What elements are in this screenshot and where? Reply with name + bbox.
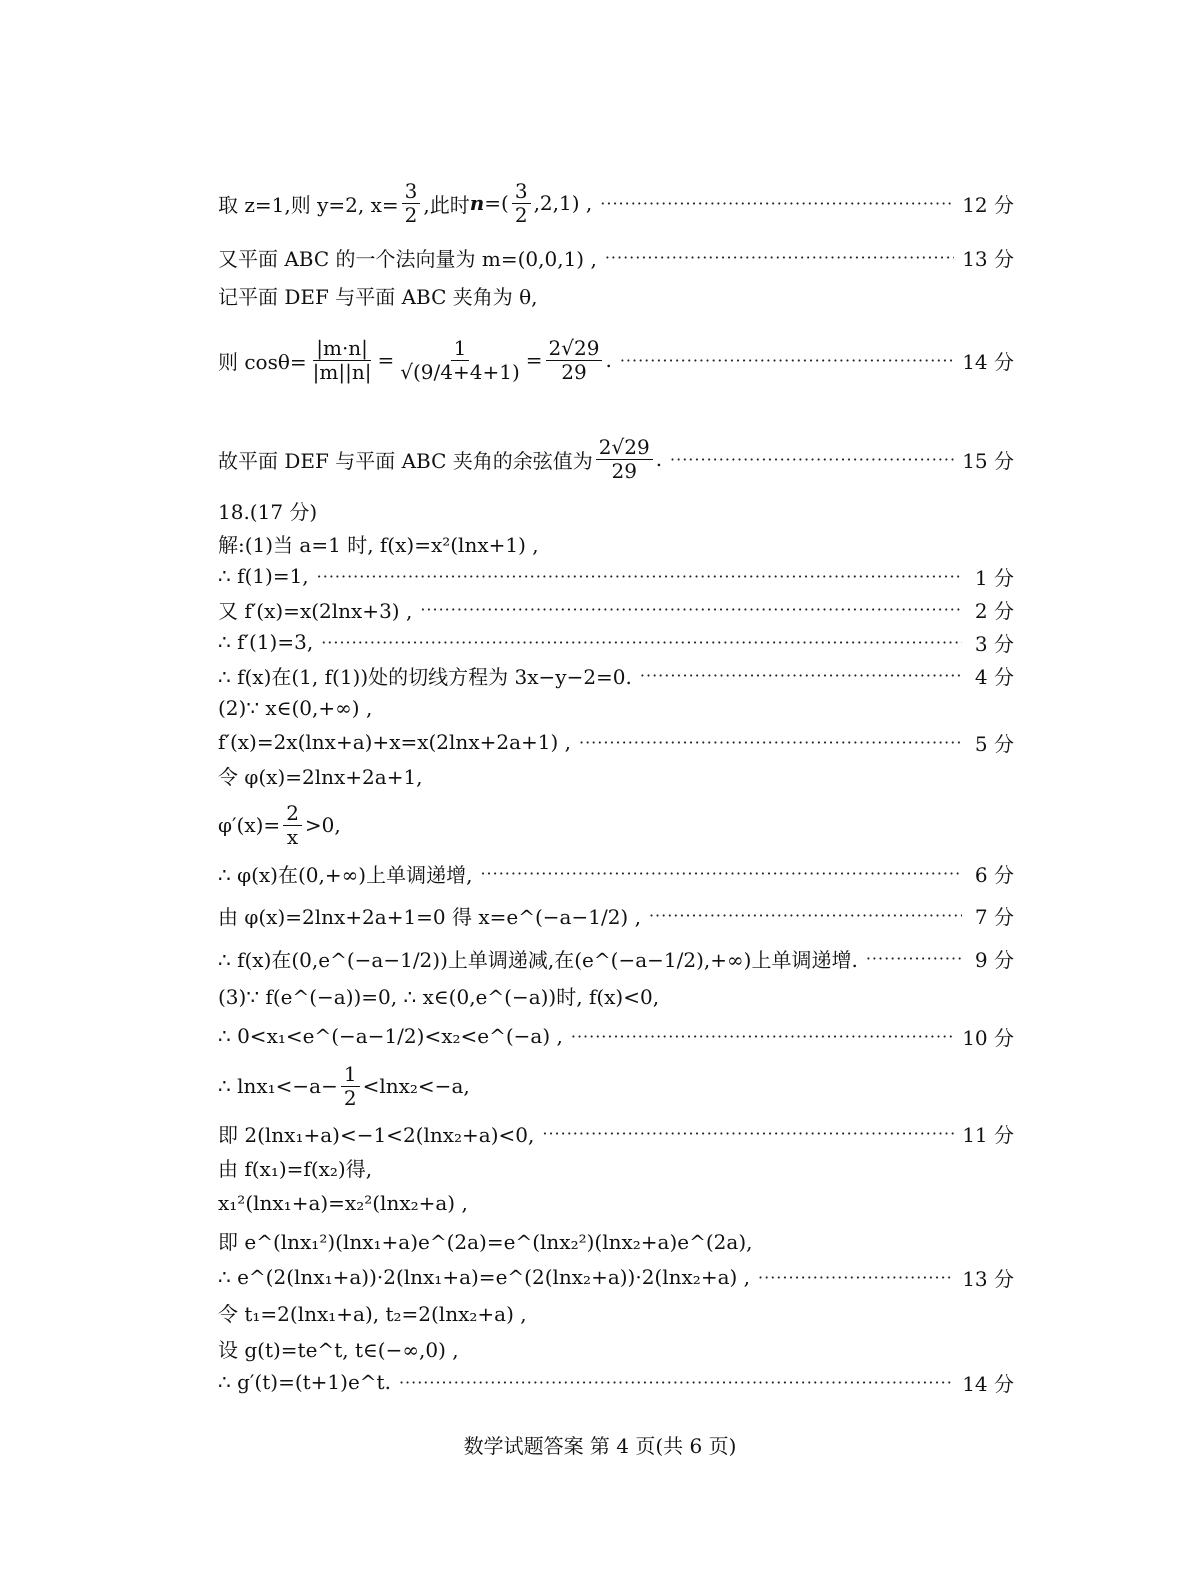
text: .: [655, 447, 663, 471]
text: 故平面 DEF 与平面 ABC 夹角的余弦值为: [218, 448, 593, 473]
score: 1 分: [974, 565, 1014, 590]
solution-line-28: [218, 1333, 1014, 1363]
score: 15 分: [962, 448, 1014, 473]
solution-line-10: [218, 627, 1014, 657]
score: 6 分: [974, 862, 1014, 887]
score: 14 分: [962, 349, 1014, 374]
text: 令 t₁=2(lnx₁+a), t₂=2(lnx₂+a) ,: [218, 1301, 527, 1326]
text: 记平面 DEF 与平面 ABC 夹角为 θ,: [218, 284, 538, 309]
text: ∴ e^(2(lnx₁+a))·2(lnx₁+a)=e^(2(lnx₂+a))·2(lnx₂+a) ,: [218, 1265, 751, 1289]
text: 则 cosθ=: [218, 349, 307, 374]
leader-dots: [600, 194, 954, 213]
fraction: $\frac{2}{x}$: [283, 802, 302, 849]
fraction: $\frac{1}{√(9/4+4+1)}$: [400, 335, 520, 384]
solution-line-23: [218, 1152, 1014, 1182]
solution-line-27: [218, 1297, 1014, 1327]
solution-line-19: [218, 980, 1014, 1010]
leader-dots: [399, 1373, 954, 1392]
vector-n: n: [469, 191, 485, 215]
text: <lnx₂<−a,: [362, 1074, 470, 1098]
text: .: [605, 348, 612, 372]
fraction: $\frac{|m\cdot n|}{|m||n|}$: [312, 335, 372, 384]
text: 即 2(lnx₁+a)<−1<2(lnx₂+a)<0,: [218, 1122, 535, 1147]
question-18-header: [218, 495, 1014, 525]
score: 7 分: [974, 904, 1014, 929]
solution-line-16: [218, 858, 1014, 888]
fraction: $\frac{2√29}{29}$: [596, 436, 653, 483]
leader-dots: [579, 733, 962, 752]
text: (3)∵ f(e^(−a))=0, ∴ x∈(0,e^(−a))时, f(x)<0,: [218, 984, 660, 1009]
text: ∴ lnx₁<−a−: [218, 1074, 338, 1098]
text: ∴ g′(t)=(t+1)e^t.: [218, 1370, 391, 1394]
solution-line-29: [218, 1367, 1014, 1397]
leader-dots: [758, 1268, 954, 1287]
text: f′(x)=2x(lnx+a)+x=x(2lnx+2a+1) ,: [218, 730, 571, 754]
leader-dots: [640, 666, 962, 685]
fraction: $\frac{3}{2}$: [402, 180, 421, 227]
solution-line-22: [218, 1118, 1014, 1148]
solution-line-24: [218, 1188, 1014, 1218]
text: ∴ f(x)在(1, f(1))处的切线方程为 3x−y−2=0.: [218, 664, 632, 689]
score: 4 分: [974, 664, 1014, 689]
text: 又平面 ABC 的一个法向量为 m=(0,0,1) ,: [218, 246, 597, 271]
leader-dots: [620, 351, 954, 370]
text: 又 f′(x)=x(2lnx+3) ,: [218, 598, 413, 623]
solution-line-8: [218, 561, 1014, 591]
leader-dots: [321, 633, 962, 652]
score: 10 分: [962, 1025, 1014, 1050]
leader-dots: [480, 864, 962, 883]
solution-line-2: [218, 242, 1014, 272]
text: ∴ φ(x)在(0,+∞)上单调递增,: [218, 862, 473, 887]
score: 11 分: [962, 1122, 1014, 1147]
text: 由 φ(x)=2lnx+2a+1=0 得 x=e^(−a−1/2) ,: [218, 904, 641, 929]
solution-line-20: [218, 1021, 1014, 1051]
leader-dots: [605, 248, 954, 267]
text: 取: [218, 192, 238, 217]
leader-dots: [571, 1027, 954, 1046]
leader-dots: [542, 1124, 954, 1143]
page-footer: 数学试题答案 第 4 页(共 6 页): [463, 1434, 737, 1458]
text: x₁²(lnx₁+a)=x₂²(lnx₂+a) ,: [218, 1191, 468, 1215]
fraction: $\frac{2√29}{29}$: [546, 337, 603, 384]
text: ,此时: [423, 192, 470, 217]
solution-line-7: [218, 528, 1014, 558]
text: 由 f(x₁)=f(x₂)得,: [218, 1156, 373, 1181]
solution-line-21: [218, 1058, 1014, 1114]
score: 13 分: [962, 1266, 1014, 1291]
solution-line-13: [218, 727, 1014, 757]
text: 18.(17 分): [218, 499, 318, 524]
solution-line-26: [218, 1262, 1014, 1292]
text: =: [525, 348, 543, 372]
solution-line-5: [218, 433, 1014, 485]
solution-line-18: [218, 943, 1014, 973]
text: ∴ f′(1)=3,: [218, 630, 314, 654]
solution-line-25: [218, 1225, 1014, 1255]
score: 12 分: [962, 192, 1014, 217]
score: 3 分: [974, 631, 1014, 656]
score: 5 分: [974, 731, 1014, 756]
leader-dots: [317, 567, 962, 586]
leader-dots: [420, 600, 962, 619]
text: =: [377, 348, 395, 372]
solution-line-17: [218, 900, 1014, 930]
fraction: $\frac{3}{2}$: [512, 180, 531, 227]
leader-dots: [649, 906, 962, 925]
text: 设 g(t)=te^t, t∈(−∞,0) ,: [218, 1337, 459, 1362]
text: >0,: [304, 813, 341, 837]
text: 解:(1)当 a=1 时, f(x)=x²(lnx+1) ,: [218, 532, 539, 557]
solution-line-1: [218, 178, 1014, 228]
solution-line-4: [218, 325, 1014, 395]
text: 即 e^(lnx₁²)(lnx₁+a)e^(2a)=e^(lnx₂²)(lnx₂+a)e^(2a),: [218, 1229, 753, 1254]
fraction: $\frac{1}{2}$: [341, 1063, 360, 1110]
leader-dots: [866, 949, 962, 968]
leader-dots: [670, 450, 954, 469]
solution-line-9: [218, 594, 1014, 624]
score: 14 分: [962, 1371, 1014, 1396]
text: ∴ f(x)在(0,e^(−a−1/2))上单调递减,在(e^(−a−1/2),+∞)上单调递增.: [218, 947, 858, 972]
solution-line-11: [218, 660, 1014, 690]
solution-line-14: [218, 760, 1014, 790]
solution-line-12: [218, 693, 1014, 723]
score: 13 分: [962, 246, 1014, 271]
text: ∴ f(1)=1,: [218, 564, 309, 588]
text: (2)∵ x∈(0,+∞) ,: [218, 696, 373, 720]
score: 2 分: [974, 598, 1014, 623]
text: φ′(x)=: [218, 813, 281, 837]
text: z=1,则 y=2, x=: [244, 192, 399, 217]
text: =(: [484, 191, 509, 215]
solution-line-3: [218, 280, 1014, 310]
text: 令 φ(x)=2lnx+2a+1,: [218, 764, 423, 789]
text: ,2,1) ,: [533, 191, 593, 215]
score: 9 分: [974, 947, 1014, 972]
text: ∴ 0<x₁<e^(−a−1/2)<x₂<e^(−a) ,: [218, 1024, 563, 1048]
solution-line-15: [218, 797, 1014, 853]
